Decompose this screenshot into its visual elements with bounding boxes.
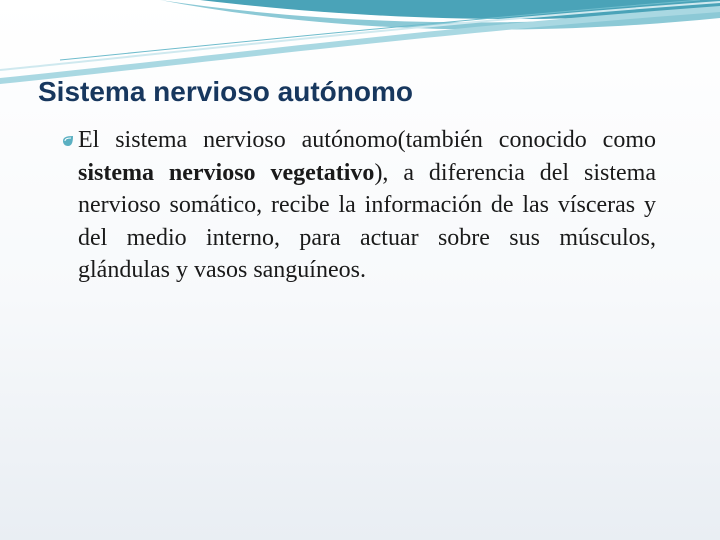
- paragraph-lead: El sistema nervioso autónomo(también conocido como: [78, 127, 656, 153]
- paragraph-emphasis: sistema nervioso vegetativo: [78, 159, 375, 186]
- slide-body: [78, 124, 656, 287]
- slide-title: Sistema nervioso autónomo: [38, 76, 413, 107]
- teardrop-bullet-icon: [62, 135, 74, 147]
- paragraph-tail: ), a diferencia del sistema nervioso somático, recibe la información de las vísceras y del medio interno, para actuar sobre sus músculos, glándulas y vasos sanguíneos.: [78, 159, 656, 283]
